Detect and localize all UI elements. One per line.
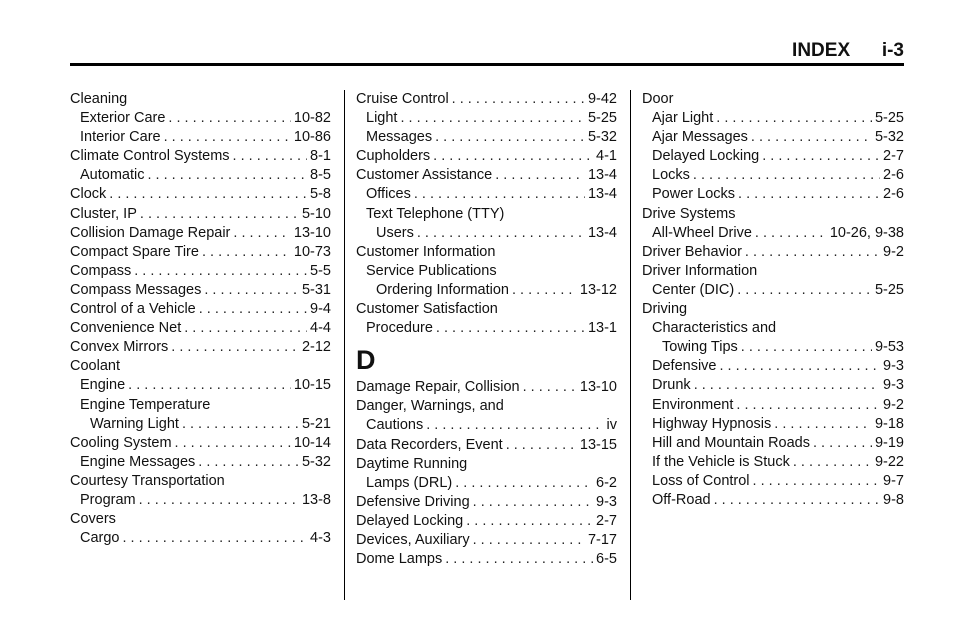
entry-label: Clock (70, 186, 107, 203)
index-column-3 (642, 90, 904, 510)
entry-page: 5-25 (874, 110, 904, 127)
dot-leader (417, 224, 585, 243)
index-entry (70, 166, 331, 185)
entry-page: 4-4 (310, 320, 331, 337)
header-rule (70, 63, 904, 66)
entry-label: Interior Care (80, 129, 161, 146)
entry-page: iv (606, 417, 617, 434)
entry-page: 13-1 (587, 320, 617, 337)
index-entry (70, 281, 331, 300)
entry-page: 10-86 (293, 129, 331, 146)
index-entry (70, 529, 331, 548)
entry-label: Characteristics and (652, 320, 777, 337)
entry-label: Customer Information (356, 243, 496, 260)
entry-label: Climate Control Systems (70, 148, 230, 165)
dot-leader (202, 243, 291, 262)
entry-page: 9-4 (310, 301, 331, 318)
dot-leader (204, 281, 299, 300)
entry-page: 5-5 (310, 262, 331, 279)
entry-label: Data Recorders, Event (356, 436, 503, 453)
entry-label: Danger, Warnings, and (356, 398, 504, 415)
dot-leader (753, 472, 881, 491)
index-column-1 (70, 90, 331, 548)
index-entry (70, 300, 331, 319)
index-entry (70, 147, 331, 166)
index-entry (70, 90, 331, 109)
entry-label: Locks (652, 167, 690, 184)
index-entry (70, 357, 331, 376)
entry-page: 13-15 (579, 436, 617, 453)
entry-page: 10-73 (293, 243, 331, 260)
dot-leader (716, 109, 872, 128)
entry-label: Control of a Vehicle (70, 301, 196, 318)
entry-label: Cupholders (356, 148, 431, 165)
dot-leader (139, 491, 299, 510)
entry-page: 5-31 (301, 281, 331, 298)
index-entry (642, 415, 904, 434)
entry-label: Drive Systems (642, 205, 736, 222)
dot-leader (512, 281, 577, 300)
entry-page: 5-32 (587, 129, 617, 146)
index-entry (356, 128, 617, 147)
dot-leader (774, 415, 872, 434)
entry-page: 9-8 (883, 491, 904, 508)
entry-label: Loss of Control (652, 472, 750, 489)
index-entry (356, 436, 617, 455)
dot-leader (466, 512, 593, 531)
entry-label: Devices, Auxiliary (356, 531, 470, 548)
entry-label: Delayed Locking (652, 148, 760, 165)
dot-leader (168, 109, 290, 128)
entry-label: Cleaning (70, 91, 128, 107)
entry-page: 9-53 (874, 339, 904, 356)
index-entry (356, 262, 617, 281)
dot-leader (199, 300, 307, 319)
entry-page: 9-2 (883, 396, 904, 413)
index-entry (356, 531, 617, 550)
entry-page: 13-4 (587, 224, 617, 241)
entry-page: 9-7 (883, 472, 904, 489)
index-entry (70, 128, 331, 147)
index-entry (70, 205, 331, 224)
dot-leader (182, 415, 299, 434)
index-entry (642, 128, 904, 147)
index-entry (642, 472, 904, 491)
dot-leader (128, 376, 291, 395)
entry-label: Defensive (652, 358, 717, 375)
dot-leader (455, 474, 593, 493)
index-entry (70, 510, 331, 529)
entry-label: All-Wheel Drive (652, 224, 752, 241)
index-entry (356, 109, 617, 128)
index-entry (642, 434, 904, 453)
entry-page: 8-5 (310, 167, 331, 184)
index-entry (70, 109, 331, 128)
index-entry (642, 90, 904, 109)
entry-label: Engine Messages (80, 453, 196, 470)
entry-label: Covers (70, 511, 116, 528)
index-entry (70, 453, 331, 472)
entry-label: Cargo (80, 530, 120, 547)
dot-leader (751, 128, 872, 147)
dot-leader (445, 550, 593, 569)
entry-page: 2-12 (301, 339, 331, 356)
index-column-2 (356, 90, 617, 569)
index-entry (356, 512, 617, 531)
entry-page: 2-6 (883, 186, 904, 203)
index-entry (642, 396, 904, 415)
entry-page: 5-25 (874, 281, 904, 298)
entry-label: Text Telephone (TTY) (366, 205, 505, 222)
dot-leader (400, 109, 585, 128)
entry-label: Program (80, 491, 136, 508)
entry-label: Coolant (70, 358, 120, 375)
index-entry (356, 90, 617, 109)
index-entry (642, 300, 904, 319)
dot-leader (813, 434, 872, 453)
dot-leader (452, 90, 585, 109)
dot-leader (714, 491, 880, 510)
dot-leader (433, 147, 593, 166)
index-entry (356, 550, 617, 569)
entry-page: 2-7 (596, 512, 617, 529)
dot-leader (506, 436, 577, 455)
dot-leader (147, 166, 307, 185)
entry-label: Procedure (366, 320, 433, 337)
index-entry (356, 474, 617, 493)
column-divider (630, 90, 631, 600)
index-entry (356, 243, 617, 262)
index-entry (642, 262, 904, 281)
entry-label: Drunk (652, 377, 691, 394)
index-entry (356, 205, 617, 224)
entry-label: Light (366, 110, 398, 127)
index-entry (642, 491, 904, 510)
entry-label: Automatic (80, 167, 145, 184)
entry-label: Lamps (DRL) (366, 474, 453, 491)
entry-label: If the Vehicle is Stuck (652, 453, 790, 470)
dot-leader (184, 319, 307, 338)
dot-leader (435, 128, 585, 147)
entry-label: Towing Tips (662, 339, 738, 356)
entry-label: Door (642, 91, 674, 107)
index-entry (70, 262, 331, 281)
entry-page: 9-2 (883, 243, 904, 260)
entry-page: 7-17 (587, 531, 617, 548)
entry-label: Delayed Locking (356, 512, 464, 529)
dot-leader (140, 205, 299, 224)
entry-label: Cooling System (70, 434, 172, 451)
index-entry (642, 338, 904, 357)
index-entry (642, 185, 904, 204)
dot-leader (426, 416, 603, 435)
entry-label: Engine (80, 377, 126, 394)
index-entry (70, 224, 331, 243)
index-entry (356, 493, 617, 512)
entry-page: 4-1 (596, 148, 617, 165)
entry-page: 2-6 (883, 167, 904, 184)
index-entry (642, 281, 904, 300)
page-number: i-3 (881, 40, 904, 61)
entry-page: 9-18 (874, 415, 904, 432)
entry-page: 13-12 (579, 281, 617, 298)
entry-page: 13-10 (293, 224, 331, 241)
entry-page: 10-15 (293, 377, 331, 394)
entry-label: Driving (642, 301, 688, 318)
index-entry (70, 472, 331, 491)
index-entry (642, 224, 904, 243)
entry-label: Cluster, IP (70, 205, 137, 222)
index-entry (642, 109, 904, 128)
entry-page: 10-26, 9-38 (829, 224, 904, 241)
dot-leader (738, 185, 880, 204)
index-entry (642, 357, 904, 376)
dot-leader (523, 378, 577, 397)
dot-leader (164, 128, 291, 147)
index-entry (642, 319, 904, 338)
dot-leader (198, 453, 299, 472)
dot-leader (736, 396, 880, 415)
entry-page: 9-22 (874, 453, 904, 470)
entry-page: 9-42 (587, 91, 617, 107)
dot-leader (737, 281, 872, 300)
dot-leader (134, 262, 307, 281)
entry-label: Hill and Mountain Roads (652, 434, 810, 451)
dot-leader (762, 147, 880, 166)
entry-label: Customer Satisfaction (356, 301, 498, 318)
entry-label: Courtesy Transportation (70, 472, 225, 489)
entry-page: 13-4 (587, 167, 617, 184)
header-text (792, 40, 904, 62)
entry-page: 2-7 (883, 148, 904, 165)
entry-page: 6-2 (596, 474, 617, 491)
entry-page: 13-10 (579, 379, 617, 396)
dot-leader (233, 147, 307, 166)
index-entry (642, 205, 904, 224)
entry-page: 10-82 (293, 110, 331, 127)
index-entry (356, 147, 617, 166)
index-entry (356, 455, 617, 474)
entry-label: Environment (652, 396, 734, 413)
dot-leader (473, 493, 593, 512)
entry-page: 4-3 (310, 530, 331, 547)
index-entry (356, 300, 617, 319)
entry-page: 9-19 (874, 434, 904, 451)
entry-page: 9-3 (883, 377, 904, 394)
entry-page: 9-3 (883, 358, 904, 375)
entry-label: Convenience Net (70, 320, 182, 337)
entry-label: Dome Lamps (356, 551, 443, 568)
entry-label: Cautions (366, 417, 424, 434)
index-entry (642, 147, 904, 166)
index-entry (70, 491, 331, 510)
entry-label: Compact Spare Tire (70, 243, 199, 260)
index-entry (70, 396, 331, 415)
entry-label: Convex Mirrors (70, 339, 169, 356)
index-title: INDEX (792, 40, 851, 61)
entry-label: Exterior Care (80, 110, 166, 127)
index-entry (642, 453, 904, 472)
dot-leader (745, 243, 880, 262)
index-entry (70, 376, 331, 395)
index-entry (356, 319, 617, 338)
dot-leader (123, 529, 308, 548)
entry-label: Service Publications (366, 262, 497, 279)
entry-label: Compass (70, 262, 132, 279)
entry-label: Engine Temperature (80, 396, 211, 413)
entry-page: 9-3 (596, 493, 617, 510)
entry-page: 13-8 (301, 491, 331, 508)
entry-label: Messages (366, 129, 433, 146)
index-entry (642, 376, 904, 395)
column-divider (344, 90, 345, 600)
dot-leader (693, 166, 880, 185)
index-entry (70, 319, 331, 338)
dot-leader (694, 376, 880, 395)
entry-page: 5-21 (301, 415, 331, 432)
index-entry (70, 338, 331, 357)
entry-label: Users (376, 224, 414, 241)
index-entry (356, 185, 617, 204)
entry-label: Highway Hypnosis (652, 415, 772, 432)
section-letter: D (356, 345, 376, 376)
entry-page: 8-1 (310, 148, 331, 165)
entry-label: Offices (366, 186, 411, 203)
dot-leader (109, 185, 307, 204)
index-entry (356, 397, 617, 416)
index-entry (70, 243, 331, 262)
entry-label: Cruise Control (356, 91, 449, 107)
index-entry (356, 224, 617, 243)
entry-page: 6-5 (596, 551, 617, 568)
index-entry (70, 434, 331, 453)
index-entry (70, 185, 331, 204)
entry-label: Driver Information (642, 262, 758, 279)
entry-label: Customer Assistance (356, 167, 493, 184)
dot-leader (741, 338, 872, 357)
entry-label: Ajar Messages (652, 129, 748, 146)
entry-label: Daytime Running (356, 455, 468, 472)
entry-page: 13-4 (587, 186, 617, 203)
entry-page: 5-32 (301, 453, 331, 470)
dot-leader (171, 338, 299, 357)
index-entry (356, 416, 617, 435)
dot-leader (175, 434, 291, 453)
index-entry (356, 166, 617, 185)
entry-label: Off-Road (652, 491, 711, 508)
dot-leader (755, 224, 827, 243)
entry-label: Ajar Light (652, 110, 714, 127)
index-entry (70, 415, 331, 434)
entry-page: 5-10 (301, 205, 331, 222)
entry-label: Collision Damage Repair (70, 224, 231, 241)
index-entry (356, 378, 617, 397)
index-entry (642, 243, 904, 262)
entry-label: Power Locks (652, 186, 736, 203)
entry-label: Ordering Information (376, 281, 509, 298)
dot-leader (233, 224, 291, 243)
entry-page: 5-8 (310, 186, 331, 203)
dot-leader (473, 531, 585, 550)
entry-page: 5-32 (874, 129, 904, 146)
dot-leader (719, 357, 880, 376)
index-entry (642, 166, 904, 185)
index-entry (356, 281, 617, 300)
dot-leader (495, 166, 585, 185)
entry-label: Compass Messages (70, 281, 202, 298)
dot-leader (414, 185, 585, 204)
entry-label: Center (DIC) (652, 281, 735, 298)
entry-label: Driver Behavior (642, 243, 742, 260)
entry-label: Defensive Driving (356, 493, 470, 510)
dot-leader (793, 453, 872, 472)
dot-leader (436, 319, 585, 338)
page-header (70, 36, 904, 64)
entry-page: 10-14 (293, 434, 331, 451)
entry-label: Warning Light (90, 415, 179, 432)
entry-page: 5-25 (587, 110, 617, 127)
entry-label: Damage Repair, Collision (356, 379, 520, 396)
